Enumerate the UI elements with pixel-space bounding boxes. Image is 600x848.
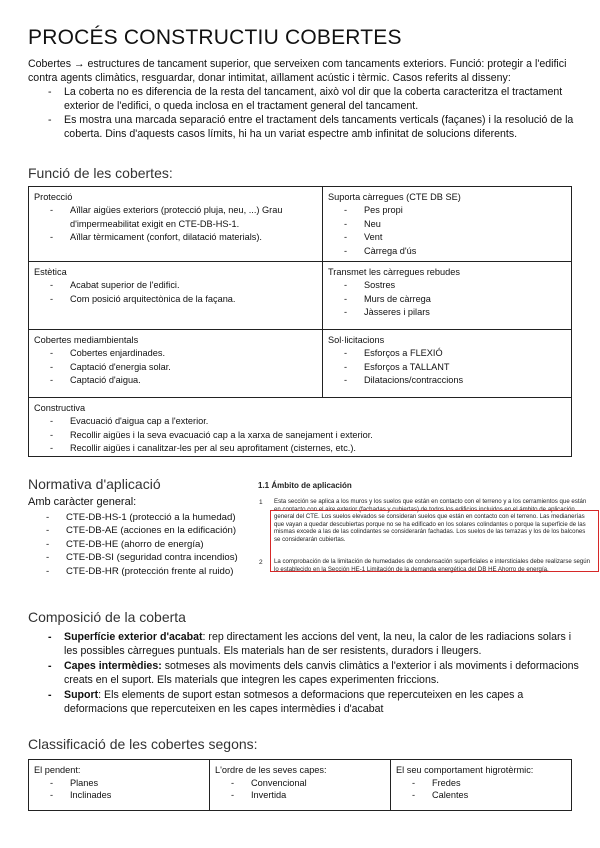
term: Suport [64, 688, 99, 701]
list-item: - CTE-DB-HS-1 (protecció a la humedad) [28, 511, 258, 524]
cell-title: Protecció [34, 192, 73, 202]
cell-title: Suporta càrregues (CTE DB SE) [328, 192, 461, 202]
cte-heading: 1.1 Ámbito de aplicación [258, 481, 352, 490]
cell-transmet [323, 262, 571, 324]
list-item: - Captació d'aigua. [34, 374, 317, 387]
cell-ordre-capes [210, 760, 390, 810]
description: sotmeses als moviments dels canvis climàtics a l'exterior i als moviments i deformacions creats en el suport. Els materials que integren les capes experimenten friccions. [64, 659, 579, 687]
list-item: - Vent [328, 231, 566, 244]
list-item: - CTE-DB-HR (protección frente al ruido) [28, 565, 258, 578]
list-item: - Convencional [215, 777, 385, 790]
cell-list [396, 777, 566, 802]
list-item: - Invertida [215, 789, 385, 802]
list-item: - Aïllar tèrmicament (confort, dilatació materials). [34, 231, 317, 244]
cell-proteccio [29, 187, 322, 249]
cell-title: El seu comportament higrotèrmic: [396, 765, 534, 775]
term: Capes intermèdies: [64, 659, 162, 672]
cell-list [328, 279, 566, 319]
list-item: - Dilatacions/contraccions [328, 374, 566, 387]
list-item: - Fredes [396, 777, 566, 790]
normativa-list [28, 511, 258, 578]
cell-pendent [29, 760, 209, 810]
cell-list [328, 347, 566, 387]
list-item: - Inclinades [34, 789, 204, 802]
list-item: - Evacuació d'aigua cap a l'exterior. [34, 415, 566, 428]
cell-title: Estètica [34, 267, 67, 277]
list-item: - CTE-DB-HE (ahorro de energía) [28, 538, 258, 551]
normativa-label: Amb caràcter general: [28, 496, 137, 508]
cte-number: 2 [259, 559, 263, 566]
cell-constructiva [29, 398, 571, 460]
cell-list [215, 777, 385, 802]
list-item: - Esforços a TALLANT [328, 361, 566, 374]
list-item: - Sostres [328, 279, 566, 292]
cell-estetica [29, 262, 322, 310]
cell-title: Constructiva [34, 403, 86, 413]
list-item: - Com posició arquitectònica de la façana. [34, 293, 317, 306]
list-item: - Càrrega d'ús [328, 245, 566, 258]
composicio-list [28, 630, 580, 716]
list-item [28, 688, 580, 717]
classificacio-heading: Classificació de les cobertes segons: [28, 736, 258, 752]
list-item: - Neu [328, 218, 566, 231]
cell-title: Cobertes mediambientals [34, 335, 139, 345]
cell-list [34, 204, 317, 244]
norm-items [28, 511, 258, 578]
description: Els elements de suport estan sotmesos a deformacions que repercuteixen en les capes a deformacions que repercuteixen en les capes intermèdies i d'acabat [64, 688, 524, 716]
cell-mediambientals [29, 330, 322, 392]
cell-list [328, 204, 566, 258]
cte-paragraph: La comprobación de la limitación de humedades de condensación superficiales e intersticiales debe realizarse según lo establecido en la Sección HE-1 Limitación de la demanda energética del DB HE Ahorro de energía. [274, 558, 591, 573]
page-title: PROCÉS CONSTRUCTIU COBERTES [28, 26, 402, 49]
intro-section [28, 57, 576, 141]
cell-list [34, 415, 566, 455]
cte-number: 1 [259, 499, 263, 506]
cte-paragraph: Esta sección se aplica a los muros y los suelos que están en contacto con el terreno y a los cerramientos que están en contacto con el aire exterior (fachadas y cubiertas) de todos los edificios incluidos en el ámbito de aplicación general del CTE. Los suelos elevados se consideran suelos que están en contacto con el terreno. Las medianerías que vayan a quedar descubiertas porque no se ha edificado en los solares colindantes o porque la superficie de las mismas excede a las de las colindantes se considerarán fachadas. Los suelos de las terrazas y los de los balcones se considerarán cubiertas. [274, 498, 587, 543]
intro-list [28, 85, 576, 141]
list-item: - CTE-DB-SI (seguridad contra incendios) [28, 551, 258, 564]
cell-suporta [323, 187, 571, 262]
list-item: - CTE-DB-AE (acciones en la edificación) [28, 524, 258, 537]
list-item: - Jàsseres i pilars [328, 306, 566, 319]
classificacio-table [28, 759, 572, 811]
composicio-heading: Composició de la coberta [28, 609, 186, 625]
list-item: - Planes [34, 777, 204, 790]
list-item: - Pes propi [328, 204, 566, 217]
cell-list [34, 279, 317, 306]
list-item: - Cobertes enjardinades. [34, 347, 317, 360]
intro-item: - La coberta no es diferencia de la resta del tancament, això vol dir que la coberta caracteritza el tractament exterior de l'edifici, o queda inclosa en el tractament general del tancament. [28, 85, 576, 113]
separator: : [202, 631, 209, 643]
cell-title: L'ordre de les seves capes: [215, 765, 327, 775]
list-item: - Recollir aigües i canalitzar-les per al seu aprofitament (cisternes, etc.). [34, 442, 566, 455]
highlight-box [270, 510, 599, 572]
composicio-section [28, 630, 580, 716]
description: rep directament les accions del vent, la neu, la calor de les radiacions solars i les possibles càrregues puntuals. Els materials han de ser resistents, duradors i lleugers. [64, 631, 572, 658]
list-item: - Calentes [396, 789, 566, 802]
cell-list [34, 777, 204, 802]
funcio-heading: Funció de les cobertes: [28, 165, 173, 181]
list-item [28, 630, 580, 659]
intro-paragraph: Cobertes → estructures de tancament superior, que serveixen com tancaments exteriors. Funció: protegir a l'edifici contra agents climàtics, resguardar, donar intimitat, aïllament acústic i tèrmic. Casos referits al disseny: [28, 58, 567, 84]
list-item: - Murs de càrrega [328, 293, 566, 306]
term: Superfície exterior d'acabat [64, 631, 203, 643]
list-item: - Captació d'energia solar. [34, 361, 317, 374]
cell-title: Transmet les càrregues rebudes [328, 267, 460, 277]
list-item: - Aïllar aigües exteriors (protecció pluja, neu, ...) Grau d'impermeabilitat exigit en CTE-DB-HS-1. [34, 204, 317, 231]
cell-sollicitacions [323, 330, 571, 392]
list-item [28, 659, 580, 688]
list-item: - Recollir aigües i la seva evacuació cap a la xarxa de sanejament i exterior. [34, 429, 566, 442]
cte-excerpt [258, 482, 598, 602]
intro-item: - Es mostra una marcada separació entre el tractament dels tancaments verticals (façanes) i la resolució de la coberta. Dins d'aquests casos límits, hi ha un variat espectre amb infinitat de solucions diferents. [28, 113, 576, 141]
normativa-heading: Normativa d'aplicació [28, 476, 161, 492]
list-item: - Acabat superior de l'edifici. [34, 279, 317, 292]
cell-higrotermic [391, 760, 571, 810]
cell-list [34, 347, 317, 387]
funcio-table [28, 186, 572, 457]
separator: : [98, 688, 105, 701]
cell-title: Sol·licitacions [328, 335, 385, 345]
cell-title: El pendent: [34, 765, 81, 775]
list-item: - Esforços a FLEXIÓ [328, 347, 566, 360]
